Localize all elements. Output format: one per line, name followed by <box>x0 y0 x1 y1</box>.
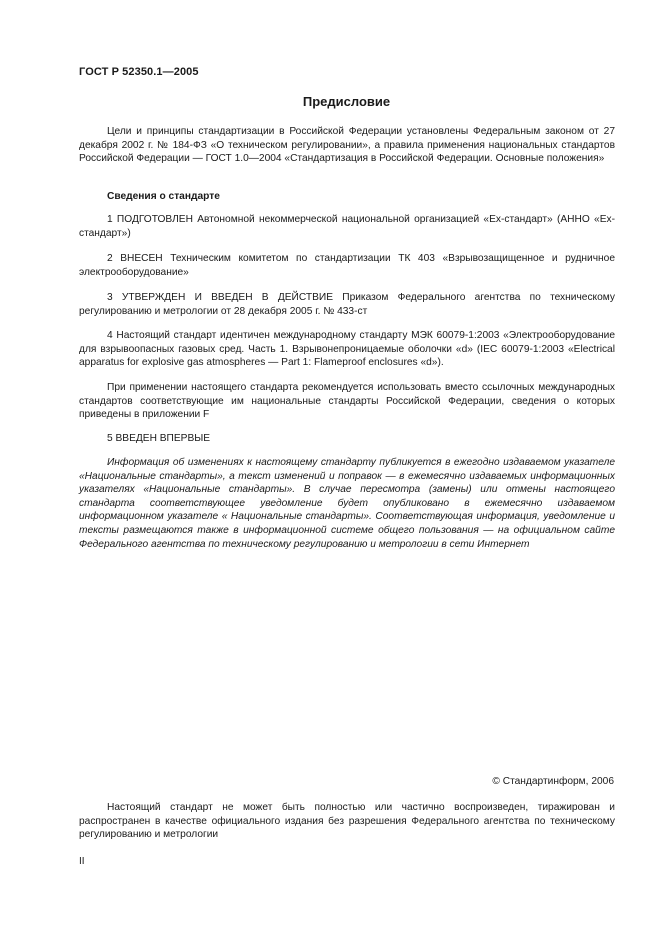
page-number: II <box>79 856 85 867</box>
copyright-line: © Стандартинформ, 2006 <box>492 776 614 787</box>
notice-paragraph: Информация об изменениях к настоящему стандарту публикуется в ежегодно издаваемом указателе «Национальные стандарты», а текст изменений и поправок — в ежемесячно издаваемых информационных указателях «Национальные стандарты». В случае пересмотра (замены) или отмены настоящего стандарта соответствующее уведомление будет опубликовано в ежемесячно издаваемом информационном указателе « Национальные стандарты». Соответствующая информация, уведомление и тексты размещаются также в информационной системе общего пользования — на официальном сайте Федерального агентства по техническому регулированию и метрологии в сети Интернет <box>79 457 615 550</box>
usage-paragraph: При применении настоящего стандарта рекомендуется использовать вместо ссылочных международных стандартов соответствующие им национальные стандарты Российской Федерации, сведения о которых приведены в приложении F <box>79 382 615 421</box>
item-4-paragraph: 4 Настоящий стандарт идентичен международному стандарту МЭК 60079-1:2003 «Электрооборудование для взрывоопасных газовых сред. Часть 1. Взрывонепроницаемые оболочки «d» (IEC 60079-1:2003 «Electrical apparatus for explosive gas atmospheres — Part 1: Flameproof enclosures «d»). <box>79 330 615 369</box>
item-5-paragraph: 5 ВВЕДЕН ВПЕРВЫЕ <box>107 433 211 444</box>
page-title: Предисловие <box>302 94 391 109</box>
item-3-paragraph: 3 УТВЕРЖДЕН И ВВЕДЕН В ДЕЙСТВИЕ Приказом Федерального агентства по техническому регулированию и метрологии от 28 декабря 2005 г. № 433-ст <box>79 292 615 317</box>
item-1-paragraph: 1 ПОДГОТОВЛЕН Автономной некоммерческой национальной организацией «Ех-стандарт» (АННО «Ех-стандарт») <box>79 214 615 239</box>
item-2-paragraph: 2 ВНЕСЕН Техническим комитетом по стандартизации ТК 403 «Взрывозащищенное и рудничное электрооборудование» <box>79 253 615 278</box>
document-header-id: ГОСТ Р 52350.1—2005 <box>79 66 199 78</box>
info-heading: Сведения о стандарте <box>107 191 220 202</box>
intro-paragraph: Цели и принципы стандартизации в Российской Федерации установлены Федеральным законом от 27 декабря 2002 г. № 184-ФЗ «О техническом регулировании», а правила применения национальных стандартов Российской Федерации — ГОСТ 1.0—2004 «Стандартизация в Российской Федерации. Основные положения» <box>79 126 615 165</box>
reproduction-paragraph: Настоящий стандарт не может быть полностью или частично воспроизведен, тиражирован и распространен в качестве официального издания без разрешения Федерального агентства по техническому регулированию и метрологии <box>79 802 615 841</box>
